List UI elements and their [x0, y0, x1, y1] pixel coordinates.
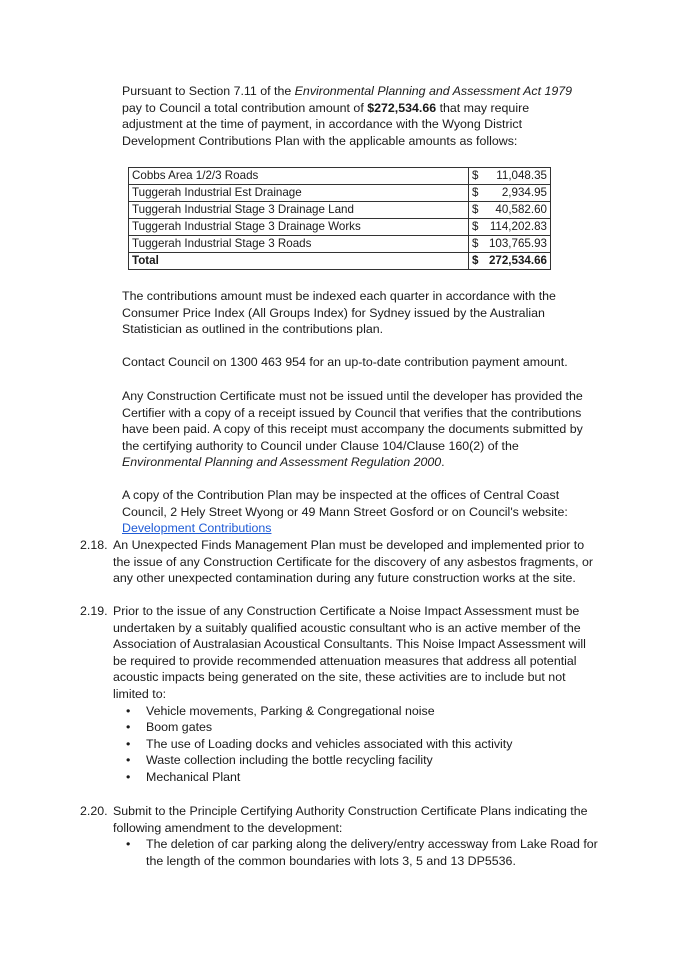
total-contribution-amount: $272,534.66 [367, 100, 437, 115]
contribution-amount: 2,934.95 [486, 185, 551, 202]
bullet-list [126, 703, 598, 786]
contribution-name: Cobbs Area 1/2/3 Roads [129, 168, 469, 185]
table-row [129, 219, 551, 236]
currency-symbol: $ [469, 202, 486, 219]
total-amount: 272,534.66 [486, 253, 551, 270]
table-row [129, 236, 551, 253]
currency-symbol: $ [469, 253, 486, 270]
table-row [129, 202, 551, 219]
act-title: Environmental Planning and Assessment Act 1979 [294, 84, 573, 98]
list-item: • Mechanical Plant [126, 769, 598, 786]
table-row [129, 185, 551, 202]
intro-text-1: Pursuant to Section 7.11 of the [122, 84, 295, 98]
intro-text-2: pay to Council a total contribution amount of [122, 100, 368, 115]
contribution-name: Tuggerah Industrial Stage 3 Drainage Works [129, 219, 469, 236]
condition-number: 2.18. [80, 538, 108, 552]
contact-paragraph: Contact Council on 1300 463 954 for an up-to-date contribution payment amount. [122, 355, 568, 369]
currency-symbol: $ [469, 219, 486, 236]
condition-body [113, 603, 598, 786]
contribution-name: Tuggerah Industrial Est Drainage [129, 185, 469, 202]
total-label: Total [129, 253, 469, 270]
indexation-paragraph: The contributions amount must be indexed each quarter in accordance with the Consumer Price Index (All Groups Index) for Sydney issued by the Australian Statistician as outlined in the contributions plan. [122, 289, 556, 337]
intro-text-3: that may require adjustment at the time of payment, in accordance with the Wyong District Development Contributions Plan with the applicable amounts as follows: [122, 100, 530, 148]
list-item: • Vehicle movements, Parking & Congregational noise [126, 703, 598, 720]
condition-number: 2.19. [80, 604, 108, 618]
condition-number: 2.20. [80, 804, 108, 818]
contribution-intro-paragraph [122, 83, 592, 149]
plan-text: A copy of the Contribution Plan may be inspected at the offices of Central Coast Council, 2 Hely Street Wyong or 49 Mann Street Gosford or on Council's website: [122, 488, 568, 519]
contribution-amount: 11,048.35 [486, 168, 551, 185]
currency-symbol: $ [469, 236, 486, 253]
contribution-plan-paragraph [122, 487, 592, 537]
contribution-amount: 103,765.93 [486, 236, 551, 253]
currency-symbol: $ [469, 168, 486, 185]
contribution-amount: 40,582.60 [486, 202, 551, 219]
contribution-name: Tuggerah Industrial Stage 3 Roads [129, 236, 469, 253]
table-row [129, 168, 551, 185]
regulation-title: Environmental Planning and Assessment Regulation 2000 [122, 455, 442, 470]
currency-symbol: $ [469, 185, 486, 202]
condition-text: An Unexpected Finds Management Plan must be developed and implemented prior to the issue of any Construction Certificate for the discovery of any asbestos fragments, or any other unexpected contamination during any future construction works at the site. [113, 538, 594, 586]
condition-2-18 [80, 537, 600, 587]
table-total-row [129, 253, 551, 270]
bullet-list [126, 836, 598, 869]
construction-certificate-paragraph [122, 388, 592, 471]
list-item: • The use of Loading docks and vehicles associated with this activity [126, 736, 598, 753]
list-item: • Waste collection including the bottle recycling facility [126, 752, 598, 769]
condition-text: Prior to the issue of any Construction Certificate a Noise Impact Assessment must be undertaken by a suitably qualified acoustic consultant who is an active member of the Association of Australasian Acoustical Consultants. This Noise Impact Assessment will be required to provide recommended attenuation measures that address all potential acoustic impacts being generated on the site, these activities are to include but not limited to: [113, 604, 586, 701]
list-item: • The deletion of car parking along the delivery/entry accessway from Lake Road for the length of the common boundaries with lots 3, 5 and 13 DP5536. [126, 836, 598, 869]
list-item: • Boom gates [126, 719, 598, 736]
condition-text: Submit to the Principle Certifying Authority Construction Certificate Plans indicating the following amendment to the development: [113, 804, 588, 835]
contribution-name: Tuggerah Industrial Stage 3 Drainage Land [129, 202, 469, 219]
contributions-table [128, 167, 551, 270]
development-contributions-link[interactable]: Development Contributions [122, 521, 272, 536]
condition-2-20 [80, 803, 600, 869]
contribution-amount: 114,202.83 [486, 219, 551, 236]
cc-text: Any Construction Certificate must not be issued until the developer has provided the Certifier with a copy of a receipt issued by Council that verifies that the contributions have been paid. A copy of this receipt must accompany the documents submitted by the certifying authority to Council under Clause 104/Clause 160(2) of the [122, 389, 583, 453]
condition-2-19 [80, 603, 600, 786]
condition-body [113, 803, 598, 869]
cc-end: . [441, 455, 445, 470]
